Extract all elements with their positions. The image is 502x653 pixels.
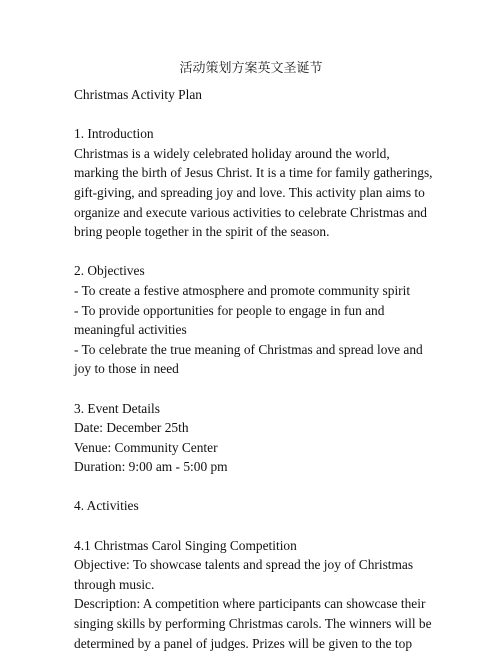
introduction-line: Christmas is a widely celebrated holiday around the world, [74,145,390,161]
document-body [74,85,434,653]
subsection-heading-carol-competition: 4.1 Christmas Carol Singing Competition [74,537,297,553]
event-venue: Venue: Community Center [74,439,218,455]
carol-objective-line: Objective: To showcase talents and spread the joy of Christmas [74,557,414,573]
introduction-line: gift-giving, and spreading joy and love. This activity plan aims to [74,184,425,200]
section-heading-activities: 4. Activities [74,498,139,514]
objective-line: - To create a festive atmosphere and promote community spirit [74,282,411,298]
objective-line: - To celebrate the true meaning of Christmas and spread love and [74,341,423,357]
introduction-line: organize and execute various activities to celebrate Christmas and [74,204,427,220]
document-title: Christmas Activity Plan [74,87,202,102]
introduction-line: marking the birth of Jesus Christ. It is a time for family gatherings, [74,165,433,181]
carol-objective-line: through music. [74,576,155,592]
spacer [74,379,434,399]
section-heading-introduction: 1. Introduction [74,126,154,142]
spacer [74,105,434,125]
section-heading-objectives: 2. Objectives [74,263,145,279]
spacer [74,477,434,497]
carol-description-line: singing skills by performing Christmas carols. The winners will be [74,616,432,632]
objective-line: - To provide opportunities for people to engage in fun and [74,302,385,318]
spacer [74,242,434,262]
section-heading-event-details: 3. Event Details [74,400,160,416]
event-date: Date: December 25th [74,420,189,436]
carol-description-line: Description: A competition where participants can showcase their [74,596,426,612]
event-duration: Duration: 9:00 am - 5:00 pm [74,459,228,475]
objective-line: meaningful activities [74,322,187,338]
carol-description-line: determined by a panel of judges. Prizes will be given to the top [74,635,413,651]
introduction-line: bring people together in the spirit of the season. [74,224,330,240]
spacer [74,516,434,536]
page-header-title: 活动策划方案英文圣诞节 [179,61,323,76]
objective-line: joy to those in need [74,361,179,377]
